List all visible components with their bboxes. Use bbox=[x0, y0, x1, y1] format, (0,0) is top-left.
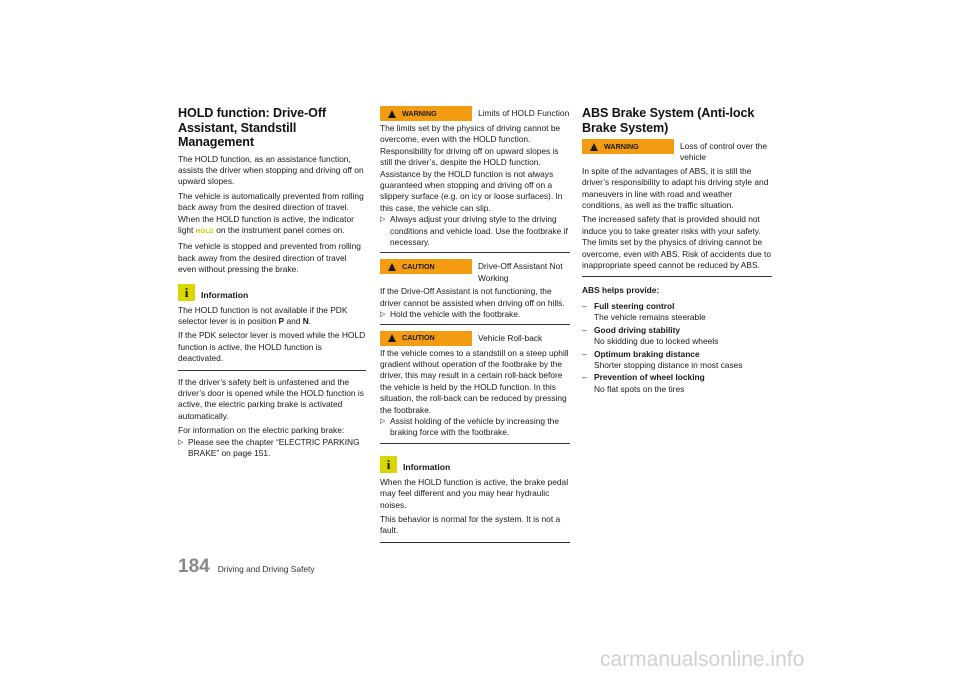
list-item: ▷ Always adjust your driving style to the driving conditions and vehicle load. Use the footbrake if necessary. bbox=[380, 214, 568, 248]
list-item: – Good driving stability No skidding due to locked wheels bbox=[582, 324, 719, 347]
hold-heading: HOLD function: Drive-Off Assistant, Standstill Management bbox=[178, 106, 327, 149]
warning-title: Limits of HOLD Function bbox=[478, 108, 570, 118]
column-abs bbox=[582, 106, 772, 396]
information-icon: i bbox=[380, 456, 397, 473]
info-brake-pedal-text: When the HOLD function is active, the brake pedal may feel different and you may hear hydraulic noises. bbox=[380, 476, 569, 510]
abs-heading: ABS Brake System (Anti-lock Brake System) bbox=[582, 106, 755, 135]
warning-triangle-icon bbox=[590, 143, 598, 151]
page-footer bbox=[178, 556, 315, 578]
abs-provides-title: ABS helps provide: bbox=[582, 285, 660, 296]
page-number: 184 bbox=[178, 556, 210, 577]
watermark: carmanualsonline.info bbox=[600, 648, 805, 671]
info-normal-text: This behavior is normal for the system. It is not a fault. bbox=[380, 513, 561, 536]
info-title: Information bbox=[403, 461, 451, 472]
hold-intro: The HOLD function, as an assistance function, assists the driver when stopping and driving off on upward slopes. bbox=[178, 153, 364, 187]
warning-triangle-icon bbox=[388, 334, 396, 342]
safety-belt-text: If the driver’s safety belt is unfastened and the driver’s door is opened while the HOLD function is active, the electric parking brake is activated automatically. bbox=[178, 376, 364, 421]
warning-triangle-icon bbox=[388, 263, 396, 271]
caution-badge: CAUTION bbox=[380, 331, 472, 346]
info-header bbox=[178, 284, 366, 301]
column-hold-function bbox=[178, 106, 366, 461]
column-hold-notes bbox=[380, 106, 570, 549]
arrow-icon: ▷ bbox=[380, 311, 386, 319]
caution-title: Vehicle Roll-back bbox=[478, 332, 543, 343]
caution-body: If the vehicle comes to a standstill on a steep uphill gradient without operation of the footbrake by the driver, this may result in a certain roll-back before the vehicle is held by the HOLD function. In this situation, the roll-back can be reduced by pressing the footbrake. bbox=[380, 347, 569, 415]
divider bbox=[380, 252, 570, 253]
information-icon: i bbox=[178, 284, 195, 301]
divider bbox=[178, 370, 366, 371]
list-item: ▷ Assist holding of the vehicle by increasing the braking force with the footbrake. bbox=[380, 415, 559, 438]
list-item: ▷ Hold the vehicle with the footbrake. bbox=[380, 309, 521, 320]
warning-triangle-icon bbox=[388, 110, 396, 118]
parking-brake-info: For information on the electric parking brake: bbox=[178, 425, 345, 436]
warning-title: Loss of control over the vehicle bbox=[680, 141, 768, 163]
list-item: – Full steering control The vehicle remains steerable bbox=[582, 300, 706, 323]
caution-rollback bbox=[380, 331, 570, 346]
divider bbox=[380, 542, 570, 543]
warning-badge: WARNING bbox=[380, 106, 472, 121]
warning-abs bbox=[582, 139, 772, 164]
arrow-icon: ▷ bbox=[380, 417, 386, 425]
caution-badge: CAUTION bbox=[380, 259, 472, 274]
hold-rollback-text: The vehicle is automatically prevented from rolling back away from the desired direction of travel. bbox=[178, 190, 364, 213]
info-header bbox=[380, 456, 570, 473]
list-item: ▷ Please see the chapter “ELECTRIC PARKING BRAKE” on page 151. bbox=[178, 436, 360, 459]
section-title: Driving and Driving Safety bbox=[217, 564, 315, 574]
caution-body: If the Drive-Off Assistant is not functioning, the driver cannot be assisted when driving off on hills. bbox=[380, 286, 565, 308]
arrow-icon: ▷ bbox=[178, 438, 184, 446]
warning-body: The increased safety that is provided should not induce you to take greater risks with your safety. The limits set by the physics of driving cannot be overcome, even with ABS. Risk of accidents due to inappropriate speed cannot be reduced by ABS. bbox=[582, 214, 771, 271]
divider bbox=[380, 443, 570, 444]
warning-badge: WARNING bbox=[582, 139, 674, 154]
list-item: – Prevention of wheel locking No flat spots on the tires bbox=[582, 372, 705, 394]
hold-stopped-text: The vehicle is stopped and prevented from rolling back away from the desired direction of travel even without pressing the brake. bbox=[178, 241, 361, 275]
hold-indicator-text: When the HOLD function is active, the indicator light HOLD on the instrument panel comes on. bbox=[178, 213, 354, 235]
warning-limits bbox=[380, 106, 570, 121]
warning-body: The limits set by the physics of driving cannot be overcome, even with the HOLD function. Responsibility for driving off on upward slopes is still the driver’s, despite the HOLD function. Assistance by the HOLD function is not always guaranteed when stopping and driving off on a slippery surface (e.g. on icy or loose surfaces). In this case, the vehicle can slip. bbox=[380, 123, 563, 213]
warning-body: In spite of the advantages of ABS, it is still the driver’s responsibility to adapt his driving style and maneuvers in line with road and weather conditions, as well as the traffic situation. bbox=[582, 165, 769, 211]
info-pdk-text: The HOLD function is not available if the PDK selector lever is in position P and N. bbox=[178, 304, 348, 326]
divider bbox=[582, 276, 772, 277]
list-item: – Optimum braking distance Shorter stopping distance in most cases bbox=[582, 348, 743, 370]
divider bbox=[380, 324, 570, 325]
info-pdk-moved-text: If the PDK selector lever is moved while the HOLD function is active, the HOLD function is deactivated. bbox=[178, 330, 366, 364]
hold-indicator-icon: HOLD bbox=[195, 228, 214, 235]
info-title: Information bbox=[201, 289, 249, 300]
arrow-icon: ▷ bbox=[380, 216, 386, 224]
caution-drive-off bbox=[380, 259, 570, 284]
caution-title: Drive-Off Assistant Not Working bbox=[478, 261, 563, 283]
